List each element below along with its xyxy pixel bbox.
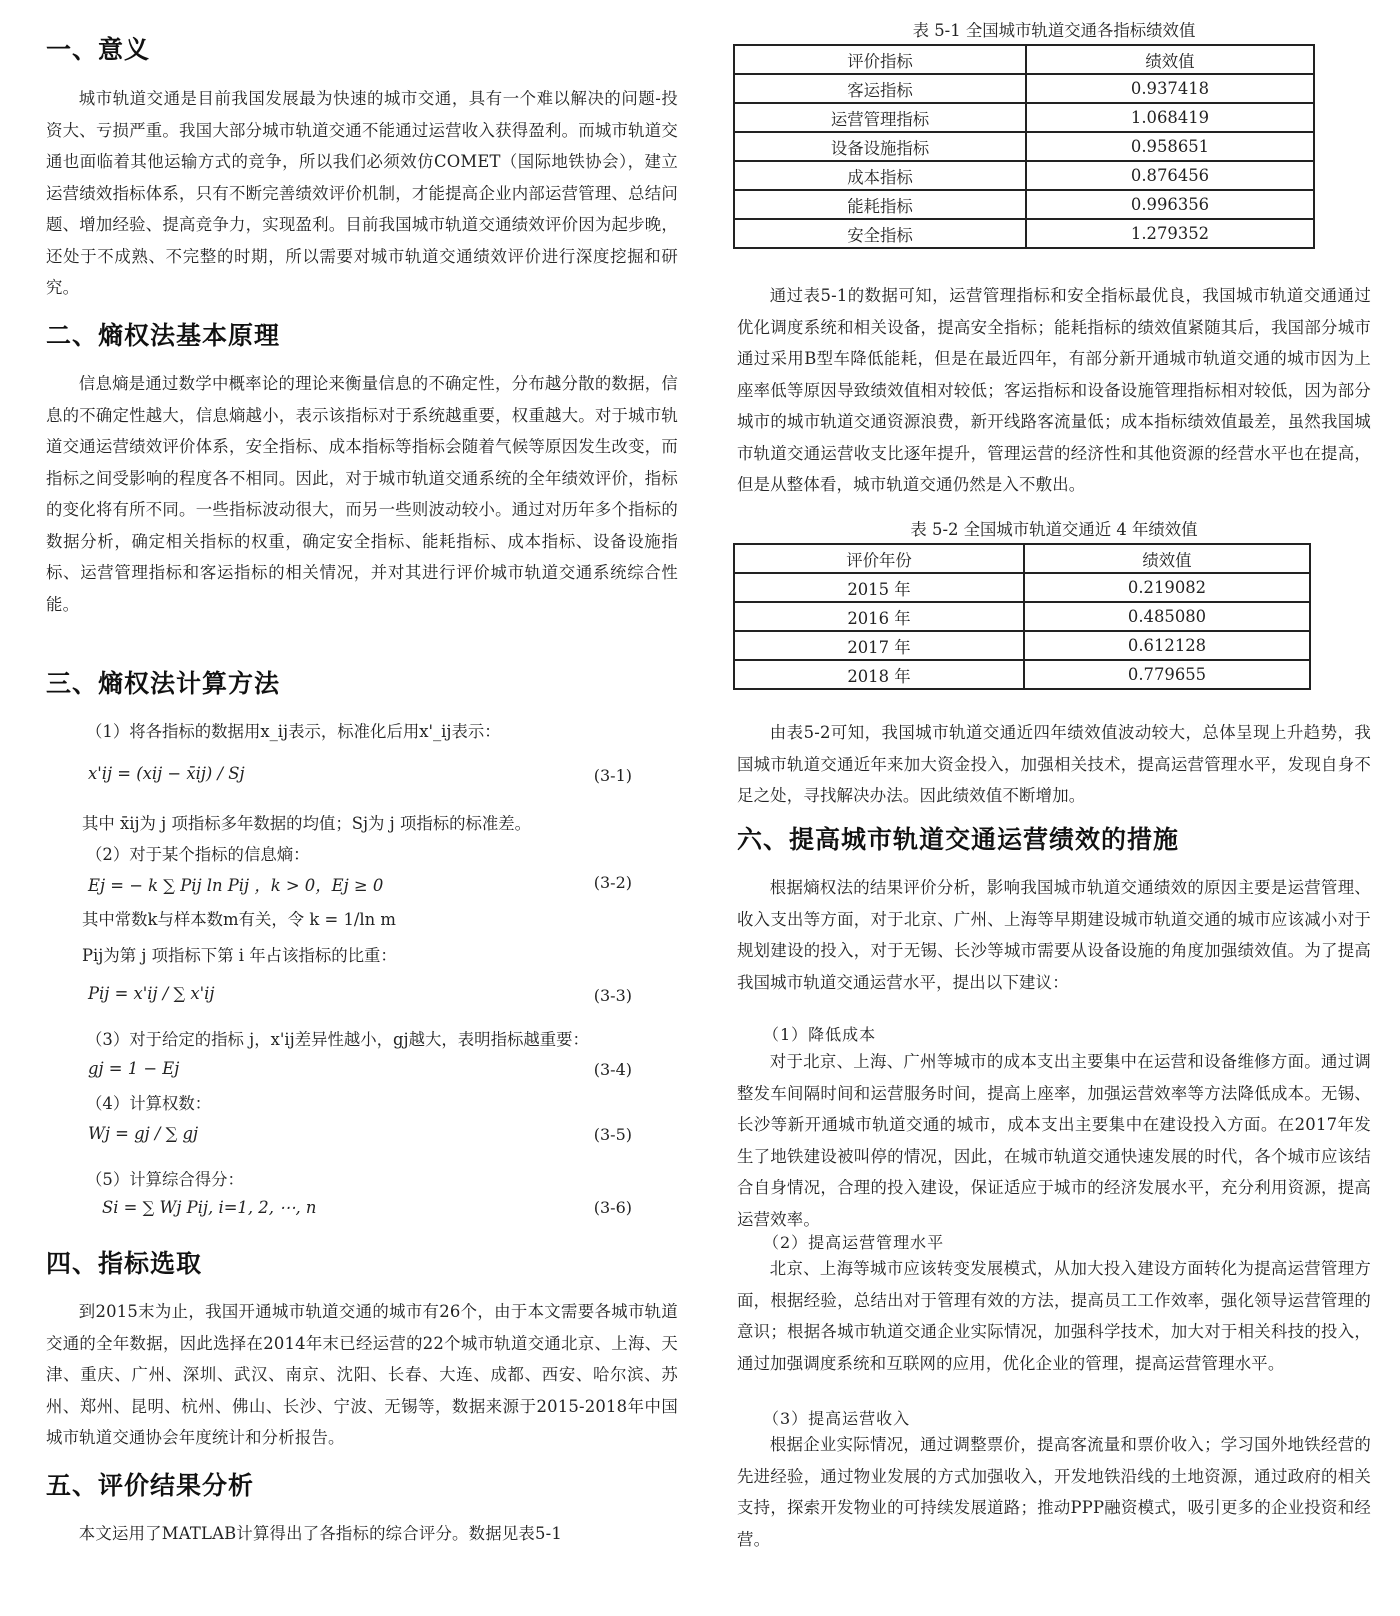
section-heading-1: 一、意义	[46, 35, 151, 64]
table-5-2-caption: 表 5-2 全国城市轨道交通近 4 年绩效值	[910, 520, 1198, 539]
section-4-paragraph: 到2015末为止，我国开通城市轨道交通的城市有26个，由于本文需要各城市轨道交通的全年数据，因此选择在2014年末已经运营的22个城市轨道交通北京、上海、天津、重庆、广州、深圳、武汉、南京、沈阳、长春、大连、成都、西安、哈尔滨、苏州、郑州、昆明、杭州、佛山、长沙、宁波、无锡等，数据来源于2015-2018年中国城市轨道交通协会年度统计和分析报告。	[46, 1302, 678, 1447]
table-header-cell: 绩效值	[1024, 544, 1310, 573]
measure-2-heading: （2）提高运营管理水平	[763, 1233, 945, 1252]
table-cell: 2018 年	[734, 660, 1024, 689]
table-5-1-analysis-paragraph: 通过表5-1的数据可知，运营管理指标和安全指标最优良，我国城市轨道交通通过优化调度系统和相关设备，提高安全指标；能耗指标的绩效值紧随其后，我国部分城市通过采用B型车降低能耗，但是在最近四年，有部分新开通城市轨道交通的城市因为上座率低等原因导致绩效值相对较低；客运指标和设备设施管理指标相对较低，因为部分城市的城市轨道交通资源浪费，新开线路客流量低；成本指标绩效值最差，虽然我国城市轨道交通运营收支比逐年提升，管理运营的经济性和其他资源的经营水平也在提高，但是从整体看，城市轨道交通仍然是入不敷出。	[737, 286, 1371, 494]
table-cell: 0.219082	[1024, 573, 1310, 602]
section-1-paragraph: 城市轨道交通是目前我国发展最为快速的城市交通，具有一个难以解决的问题-投资大、亏损严重。我国大部分城市轨道交通不能通过运营收入获得盈利。而城市轨道交通也面临着其他运输方式的竞争，所以我们必须效仿COMET（国际地铁协会），建立运营绩效指标体系，只有不断完善绩效评价机制，才能提高企业内部运营管理、总结问题、增加经验、提高竞争力，实现盈利。目前我国城市轨道交通绩效评价因为起步晚，还处于不成熟、不完整的时期，所以需要对城市轨道交通绩效评价进行深度挖掘和研究。	[46, 89, 678, 297]
table-header-row	[734, 45, 1314, 74]
table-header-cell: 评价年份	[734, 544, 1024, 573]
table-row	[734, 219, 1314, 248]
equation-3-3: Pij = x'ij / ∑ x'ij	[88, 984, 215, 1003]
equation-3-5: Wj = gj / ∑ gj	[88, 1124, 199, 1143]
table-cell: 成本指标	[734, 161, 1026, 190]
table-cell: 设备设施指标	[734, 132, 1026, 161]
table-cell: 2015 年	[734, 573, 1024, 602]
equation-3-1: x'ij = (xij − x̄ij) / Sj	[88, 764, 245, 783]
step-1-text: （1）将各指标的数据用x_ij表示，标准化后用x'_ij表示：	[86, 722, 501, 741]
section-heading-6: 六、提高城市轨道交通运营绩效的措施	[737, 825, 1180, 854]
section-heading-3: 三、熵权法计算方法	[46, 669, 281, 698]
step-3-text: （3）对于给定的指标 j，x'ij差异性越小，gj越大，表明指标越重要：	[86, 1030, 589, 1049]
table-row	[734, 602, 1310, 631]
table-row	[734, 573, 1310, 602]
section-heading-5: 五、评价结果分析	[46, 1471, 255, 1500]
equation-3-2-number: (3-2)	[593, 873, 632, 892]
table-cell: 0.779655	[1024, 660, 1310, 689]
measure-1-heading: （1）降低成本	[763, 1025, 877, 1044]
table-header-cell: 绩效值	[1026, 45, 1314, 74]
section-heading-4: 四、指标选取	[46, 1249, 203, 1278]
table-cell: 能耗指标	[734, 190, 1026, 219]
table-row	[734, 190, 1314, 219]
section-heading-2: 二、熵权法基本原理	[46, 321, 281, 350]
step-5-text: （5）计算综合得分：	[86, 1170, 244, 1189]
equation-3-5-number: (3-5)	[593, 1125, 632, 1144]
equation-3-3-number: (3-3)	[593, 986, 632, 1005]
measure-3-heading: （3）提高运营收入	[763, 1409, 911, 1428]
step-2-text: （2）对于某个指标的信息熵：	[86, 845, 310, 864]
equation-3-4: gj = 1 − Ej	[88, 1059, 180, 1078]
table-cell: 运营管理指标	[734, 103, 1026, 132]
table-cell: 客运指标	[734, 74, 1026, 103]
table-cell: 0.958651	[1026, 132, 1314, 161]
table-row	[734, 103, 1314, 132]
table-cell: 2016 年	[734, 602, 1024, 631]
table-5-1-caption: 表 5-1 全国城市轨道交通各指标绩效值	[912, 21, 1196, 40]
note-2-text: 其中常数k与样本数m有关，令 k = 1/ln m	[82, 910, 396, 929]
table-cell: 0.612128	[1024, 631, 1310, 660]
equation-3-6-number: (3-6)	[593, 1198, 632, 1217]
table-cell: 1.279352	[1026, 219, 1314, 248]
equation-3-6: Si = ∑ Wj Pij, i=1, 2, ⋯, n	[102, 1198, 317, 1217]
table-row	[734, 660, 1310, 689]
table-cell: 0.996356	[1026, 190, 1314, 219]
table-header-row	[734, 544, 1310, 573]
table-cell: 0.485080	[1024, 602, 1310, 631]
equation-3-1-number: (3-1)	[593, 766, 632, 785]
table-cell: 0.876456	[1026, 161, 1314, 190]
measure-1-paragraph: 对于北京、上海、广州等城市的成本支出主要集中在运营和设备维修方面。通过调整发车间隔时间和运营服务时间，提高上座率，加强运营效率等方法降低成本。无锡、长沙等新开通城市轨道交通的城市，成本支出主要集中在建设投入方面。在2017年发生了地铁建设被叫停的情况，因此，在城市轨道交通快速发展的时代，各个城市应该结合自身情况，合理的投入建设，保证适应于城市的经济发展水平，充分利用资源，提高运营效率。	[737, 1052, 1371, 1229]
table-row	[734, 161, 1314, 190]
section-5-paragraph: 本文运用了MATLAB计算得出了各指标的综合评分。数据见表5-1	[78, 1524, 562, 1543]
measure-2-paragraph: 北京、上海等城市应该转变发展模式，从加大投入建设方面转化为提高运营管理方面，根据经验，总结出对于管理有效的方法，提高员工工作效率，强化领导运营管理的意识；根据各城市轨道交通企业实际情况，加强科学技术，加大对于相关科技的投入，通过加强调度系统和互联网的应用，优化企业的管理，提高运营管理水平。	[737, 1259, 1371, 1373]
table-row	[734, 74, 1314, 103]
table-row	[734, 631, 1310, 660]
note-1-text: 其中 x̄ij为 j 项指标多年数据的均值；Sj为 j 项指标的标准差。	[82, 814, 532, 833]
equation-3-4-number: (3-4)	[593, 1060, 632, 1079]
equation-3-2: Ej = − k ∑ Pij ln Pij ，k > 0，Ej ≥ 0	[88, 876, 384, 895]
table-cell: 2017 年	[734, 631, 1024, 660]
table-cell: 0.937418	[1026, 74, 1314, 103]
section-6-paragraph: 根据熵权法的结果评价分析，影响我国城市轨道交通绩效的原因主要是运营管理、收入支出等方面，对于北京、广州、上海等早期建设城市轨道交通的城市应该减小对于规划建设的投入，对于无锡、长沙等城市需要从设备设施的角度加强绩效值。为了提高我国城市轨道交通运营水平，提出以下建议：	[737, 878, 1371, 992]
section-2-paragraph: 信息熵是通过数学中概率论的理论来衡量信息的不确定性，分布越分散的数据，信息的不确定性越大，信息熵越小，表示该指标对于系统越重要，权重越大。对于城市轨道交通运营绩效评价体系，安全指标、成本指标等指标会随着气候等原因发生改变，而指标之间受影响的程度各不相同。因此，对于城市轨道交通系统的全年绩效评价，指标的变化将有所不同。一些指标波动很大，而另一些则波动较小。通过对历年多个指标的数据分析，确定相关指标的权重，确定安全指标、能耗指标、成本指标、设备设施指标、运营管理指标和客运指标的相关情况，并对其进行评价城市轨道交通系统综合性能。	[46, 374, 678, 614]
table-5-1	[733, 44, 1315, 249]
table-cell: 1.068419	[1026, 103, 1314, 132]
note-3-text: Pij为第 j 项指标下第 i 年占该指标的比重：	[82, 946, 397, 965]
table-header-cell: 评价指标	[734, 45, 1026, 74]
table-row	[734, 132, 1314, 161]
table-cell: 安全指标	[734, 219, 1026, 248]
step-4-text: （4）计算权数：	[86, 1094, 212, 1113]
table-5-2-analysis-paragraph: 由表5-2可知，我国城市轨道交通近四年绩效值波动较大，总体呈现上升趋势，我国城市轨道交通近年来加大资金投入，加强相关技术，提高运营管理水平，发现自身不足之处，寻找解决办法。因此绩效值不断增加。	[737, 723, 1371, 805]
measure-3-paragraph: 根据企业实际情况，通过调整票价，提高客流量和票价收入；学习国外地铁经营的先进经验，通过物业发展的方式加强收入，开发地铁沿线的土地资源，通过政府的相关支持，探索开发物业的可持续发展道路；推动PPP融资模式，吸引更多的企业投资和经营。	[737, 1435, 1371, 1549]
table-5-2	[733, 543, 1311, 690]
